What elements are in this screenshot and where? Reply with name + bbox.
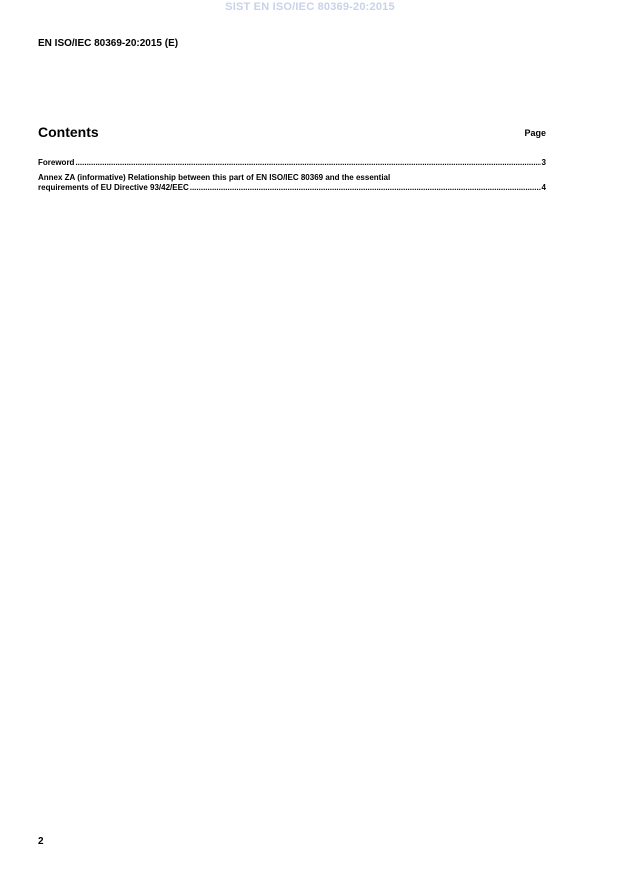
table-of-contents: [38, 158, 546, 198]
toc-entry-page: 4: [541, 183, 546, 192]
toc-dot-leader: [190, 183, 541, 193]
toc-entry-title-line-1: Annex ZA (informative) Relationship between this part of EN ISO/IEC 80369 and the essential: [38, 173, 391, 182]
watermark: SIST EN ISO/IEC 80369-20:2015: [225, 1, 395, 13]
toc-line: [38, 183, 546, 193]
toc-entry-page: 3: [541, 158, 546, 167]
page-number: 2: [38, 836, 44, 847]
toc-entry-foreword[interactable]: [38, 158, 546, 168]
toc-line: [38, 158, 546, 168]
toc-dot-leader: [75, 158, 540, 168]
contents-heading: Contents: [38, 124, 99, 140]
page-column-label: Page: [524, 128, 546, 138]
toc-entry-annex-za[interactable]: [38, 173, 546, 193]
document-identifier: EN ISO/IEC 80369-20:2015 (E): [38, 38, 179, 49]
toc-entry-title: Foreword: [38, 158, 75, 167]
toc-entry-title-line-2: requirements of EU Directive 93/42/EEC: [38, 183, 189, 192]
